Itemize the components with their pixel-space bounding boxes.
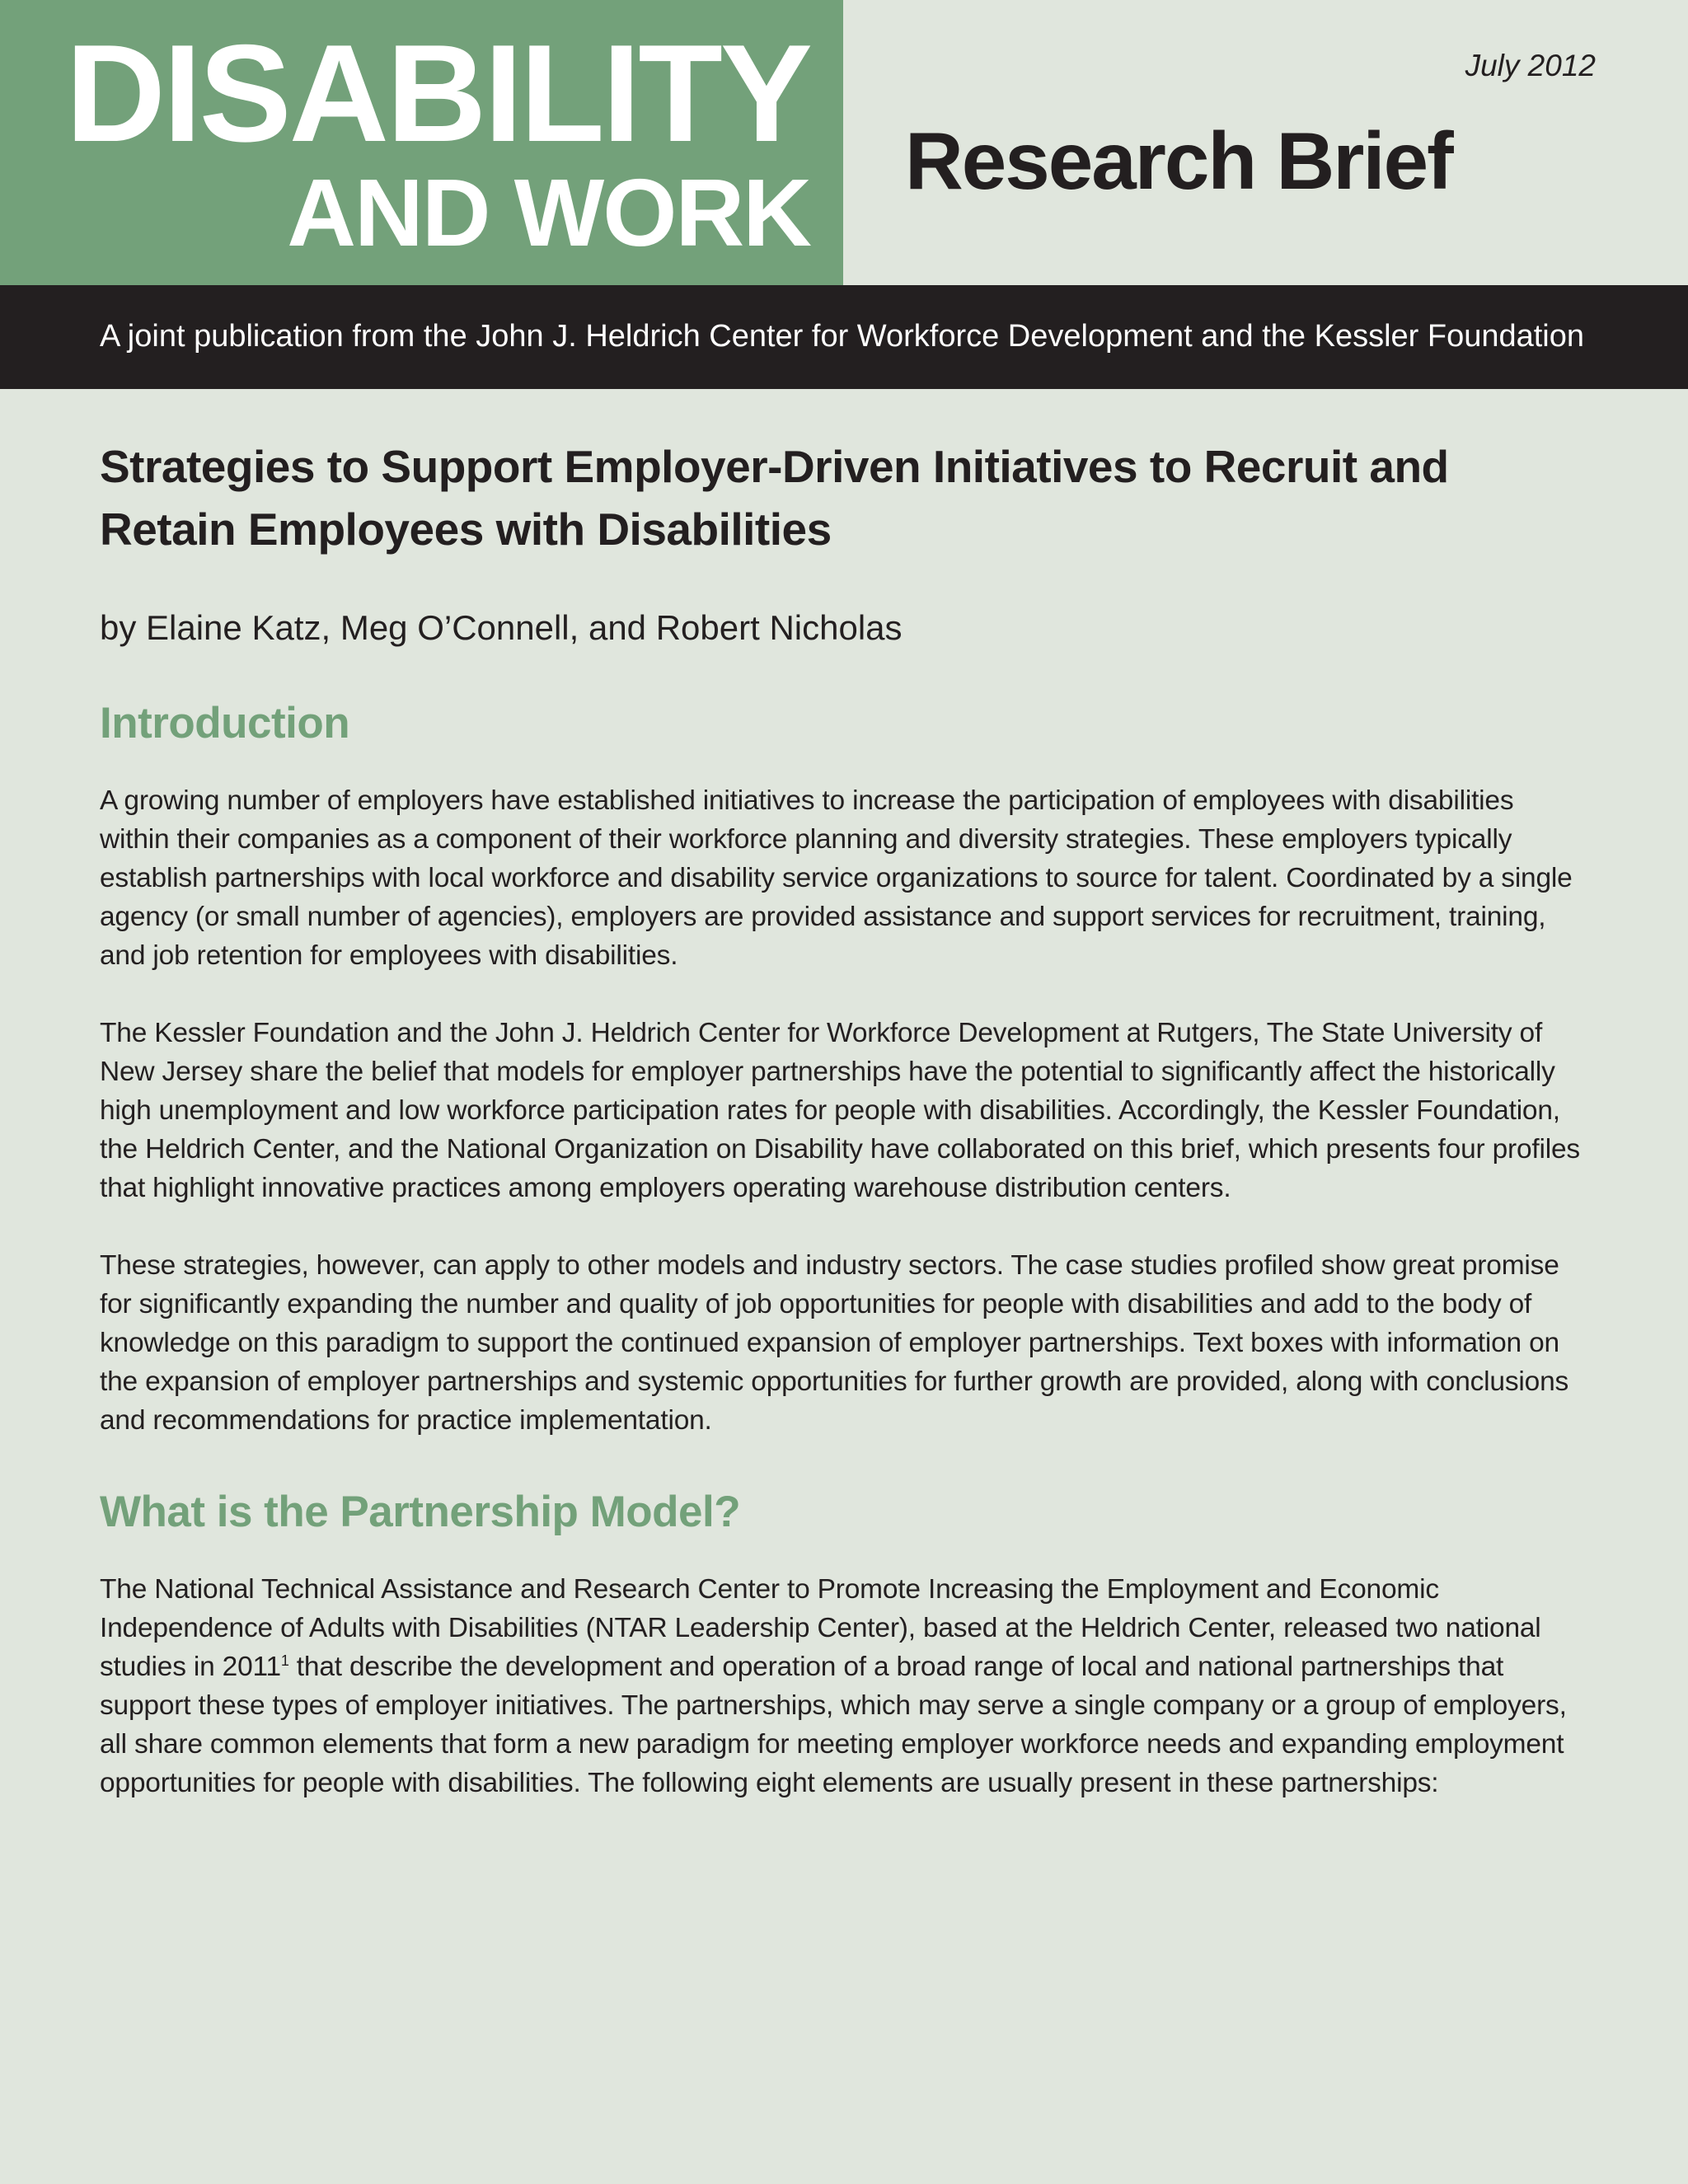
introduction-paragraph-2: The Kessler Foundation and the John J. Heldrich Center for Workforce Development at Rutgers, The State University of New Jersey share the belief that models for employer partnerships have the potential to significantly affect the historically high unemployment and low workforce participation rates for people with disabilities. Accordingly, the Kessler Foundation, the Heldrich Center, and the National Organization on Disability have collaborated on this brief, which presents four profiles that highlight innovative practices among employers operating warehouse distribution centers. [100, 1018, 1580, 1203]
article-authors: by Elaine Katz, Meg O’Connell, and Robert Nicholas [100, 608, 903, 647]
section-heading-introduction: Introduction [100, 699, 350, 748]
partnership-model-text-part-2: that describe the development and operation of a broad range of local and national partnerships that support these types of employer initiatives. The partnerships, which may serve a single company or a group of employers, all share common elements that form a new paradigm for meeting employer workforce needs and expanding employment opportunities for people with disabilities. The following eight elements are usually present in these partnerships: [100, 1652, 1567, 1798]
article-body [100, 435, 1583, 1802]
publication-type: Research Brief [905, 115, 1452, 206]
introduction-paragraph-1: A growing number of employers have established initiatives to increase the participation of employees with disabilities within their companies as a component of their workforce planning and diversity strategies. These employers typically establish partnerships with local workforce and disability service organizations to source for talent. Coordinated by a single agency (or small number of agencies), employers are provided assistance and support services for recruitment, training, and job retention for employees with disabilities. [100, 785, 1573, 971]
logo-line-and-work: AND WORK [287, 159, 810, 266]
issue-date: July 2012 [1465, 49, 1596, 82]
publisher-banner [0, 285, 1688, 389]
section-heading-partnership-model: What is the Partnership Model? [100, 1488, 741, 1536]
publication-logo [0, 0, 843, 285]
footnote-marker[interactable]: 1 [280, 1652, 289, 1669]
partnership-model-text-part-1: The National Technical Assistance and Research Center to Promote Increasing the Employment and Economic Independence of Adults with Disabilities (NTAR Leadership Center), based at the Heldrich Center, released two national studies in 2011 [100, 1574, 1541, 1682]
publisher-banner-text: A joint publication from the John J. Heldrich Center for Workforce Development and the Kessler Foundation [100, 319, 1585, 354]
partnership-model-paragraph-1 [100, 1570, 1583, 1802]
masthead [0, 0, 1688, 285]
introduction-paragraph-3: These strategies, however, can apply to other models and industry sectors. The case studies profiled show great promise for significantly expanding the number and quality of job opportunities for people with disabilities and add to the body of knowledge on this paradigm to support the continued expansion of employer partnerships. Text boxes with information on the expansion of employer partnerships and systemic opportunities for further growth are provided, along with conclusions and recommendations for practice implementation. [100, 1250, 1569, 1436]
logo-line-disability: DISABILITY [65, 16, 810, 171]
article-title: Strategies to Support Employer-Driven Initiatives to Recruit and Retain Employees with Disabilities [100, 441, 1449, 555]
